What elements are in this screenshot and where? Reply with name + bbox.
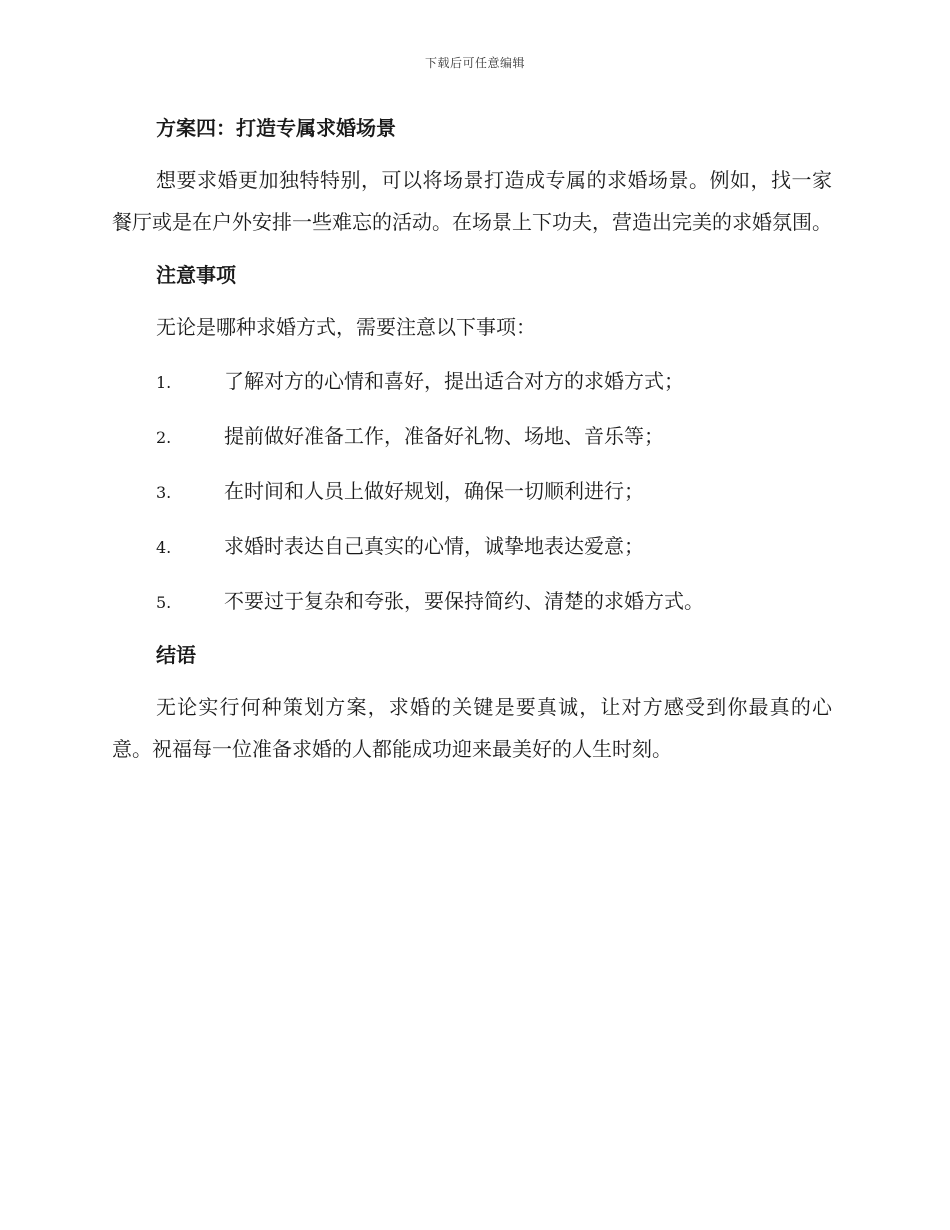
list-item-number: 4.	[156, 538, 172, 557]
section-heading-conclusion: 结语	[156, 643, 196, 667]
list-item	[112, 415, 832, 457]
list-item	[112, 580, 832, 622]
list-item-number: 2.	[156, 428, 172, 447]
section-heading-notes: 注意事项	[156, 263, 236, 287]
list-item-number: 5.	[156, 593, 172, 612]
list-item-number: 1.	[156, 373, 172, 392]
list-item-text: 求婚时表达自己真实的心情，诚挚地表达爱意；	[224, 534, 644, 558]
list-item-text: 不要过于复杂和夸张，要保持简约、清楚的求婚方式。	[224, 589, 704, 613]
section-heading-plan4: 方案四：打造专属求婚场景	[156, 116, 396, 140]
list-item	[112, 470, 832, 512]
paragraph-conclusion: 无论实行何种策划方案，求婚的关键是要真诚，让对方感受到你最真的心意。祝福每一位准备求婚的人都能成功迎来最美好的人生时刻。	[112, 695, 832, 761]
paragraph-notes-intro: 无论是哪种求婚方式，需要注意以下事项：	[156, 315, 536, 339]
list-item-text: 提前做好准备工作，准备好礼物、场地、音乐等；	[224, 424, 664, 448]
page-header: 下载后可任意编辑	[424, 56, 525, 70]
list-item-number: 3.	[156, 483, 172, 502]
list-item	[112, 525, 832, 567]
document-body	[112, 108, 832, 770]
list-item-text: 在时间和人员上做好规划，确保一切顺利进行；	[224, 479, 644, 503]
notes-list	[112, 360, 832, 622]
list-item-text: 了解对方的心情和喜好，提出适合对方的求婚方式；	[224, 369, 684, 393]
paragraph-plan4: 想要求婚更加独特特别，可以将场景打造成专属的求婚场景。例如，找一家餐厅或是在户外安排一些难忘的活动。在场景上下功夫，营造出完美的求婚氛围。	[112, 168, 832, 234]
list-item	[112, 360, 832, 402]
